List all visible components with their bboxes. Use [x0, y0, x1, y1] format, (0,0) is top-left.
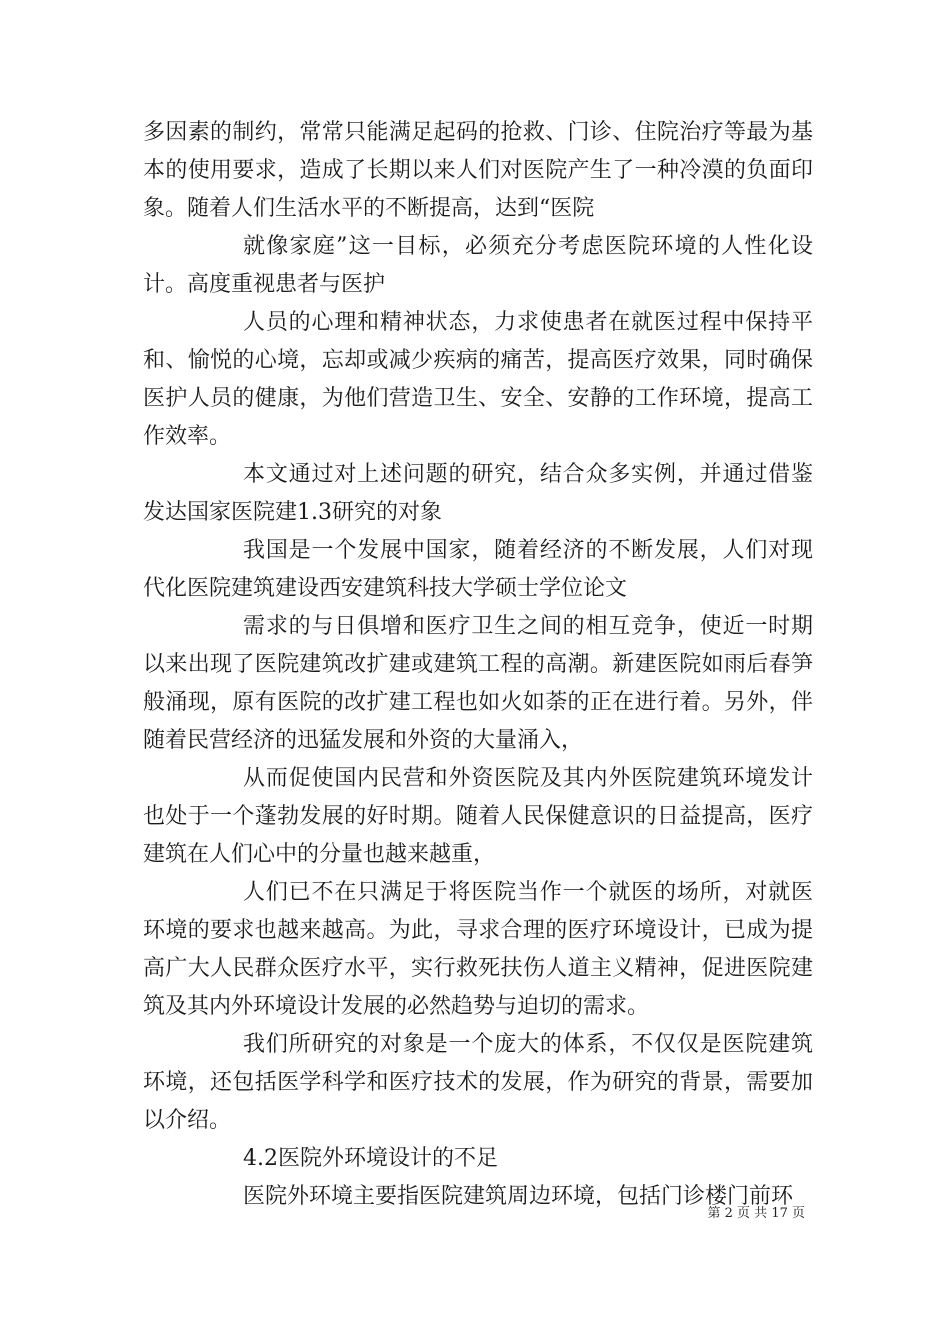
paragraph: 就像家庭”这一目标，必须充分考虑医院环境的人性化设计。高度重视患者与医护	[143, 234, 813, 297]
body-text	[143, 114, 813, 1216]
paragraph: 人员的心理和精神状态，力求使患者在就医过程中保持平和、愉悦的心境，忘却或减少疾病的痛苦，提高医疗效果，同时确保医护人员的健康，为他们营造卫生、安全、安静的工作环境，提高工作效率。	[143, 310, 813, 449]
paragraph: 人们已不在只满足于将医院当作一个就医的场所，对就医环境的要求也越来越高。为此，寻求合理的医疗环境设计，已成为提高广大人民群众医疗水平，实行救死扶伤人道主义精神，促进医院建筑及其内外环境设计发展的必然趋势与迫切的需求。	[143, 880, 813, 1019]
paragraph: 我们所研究的对象是一个庞大的体系，不仅仅是医院建筑环境，还包括医学科学和医疗技术的发展，作为研究的背景，需要加以介绍。	[143, 1032, 813, 1133]
paragraph: 我国是一个发展中国家，随着经济的不断发展，人们对现代化医院建筑建设西安建筑科技大学硕士学位论文	[143, 538, 813, 601]
paragraph: 多因素的制约，常常只能满足起码的抢救、门诊、住院治疗等最为基本的使用要求，造成了长期以来人们对医院产生了一种冷漠的负面印象。随着人们生活水平的不断提高，达到“医院	[143, 120, 813, 221]
paragraph: 医院外环境主要指医院建筑周边环境，包括门诊楼门前环	[243, 1184, 794, 1209]
page-number-footer: 第 2 页 共 17 页	[707, 1206, 805, 1221]
section-heading: 4.2医院外环境设计的不足	[243, 1146, 498, 1171]
paragraph: 本文通过对上述问题的研究，结合众多实例，并通过借鉴发达国家医院建1.3研究的对象	[143, 462, 813, 525]
paragraph: 需求的与日俱增和医疗卫生之间的相互竞争，使近一时期以来出现了医院建筑改扩建或建筑工程的高潮。新建医院如雨后春笋般涌现，原有医院的改扩建工程也如火如荼的正在进行着。另外，伴随着民营经济的迅猛发展和外资的大量涌入，	[143, 614, 813, 753]
paragraph: 从而促使国内民营和外资医院及其内外医院建筑环境发计也处于一个蓬勃发展的好时期。随着人民保健意识的日益提高，医疗建筑在人们心中的分量也越来越重，	[143, 766, 813, 867]
